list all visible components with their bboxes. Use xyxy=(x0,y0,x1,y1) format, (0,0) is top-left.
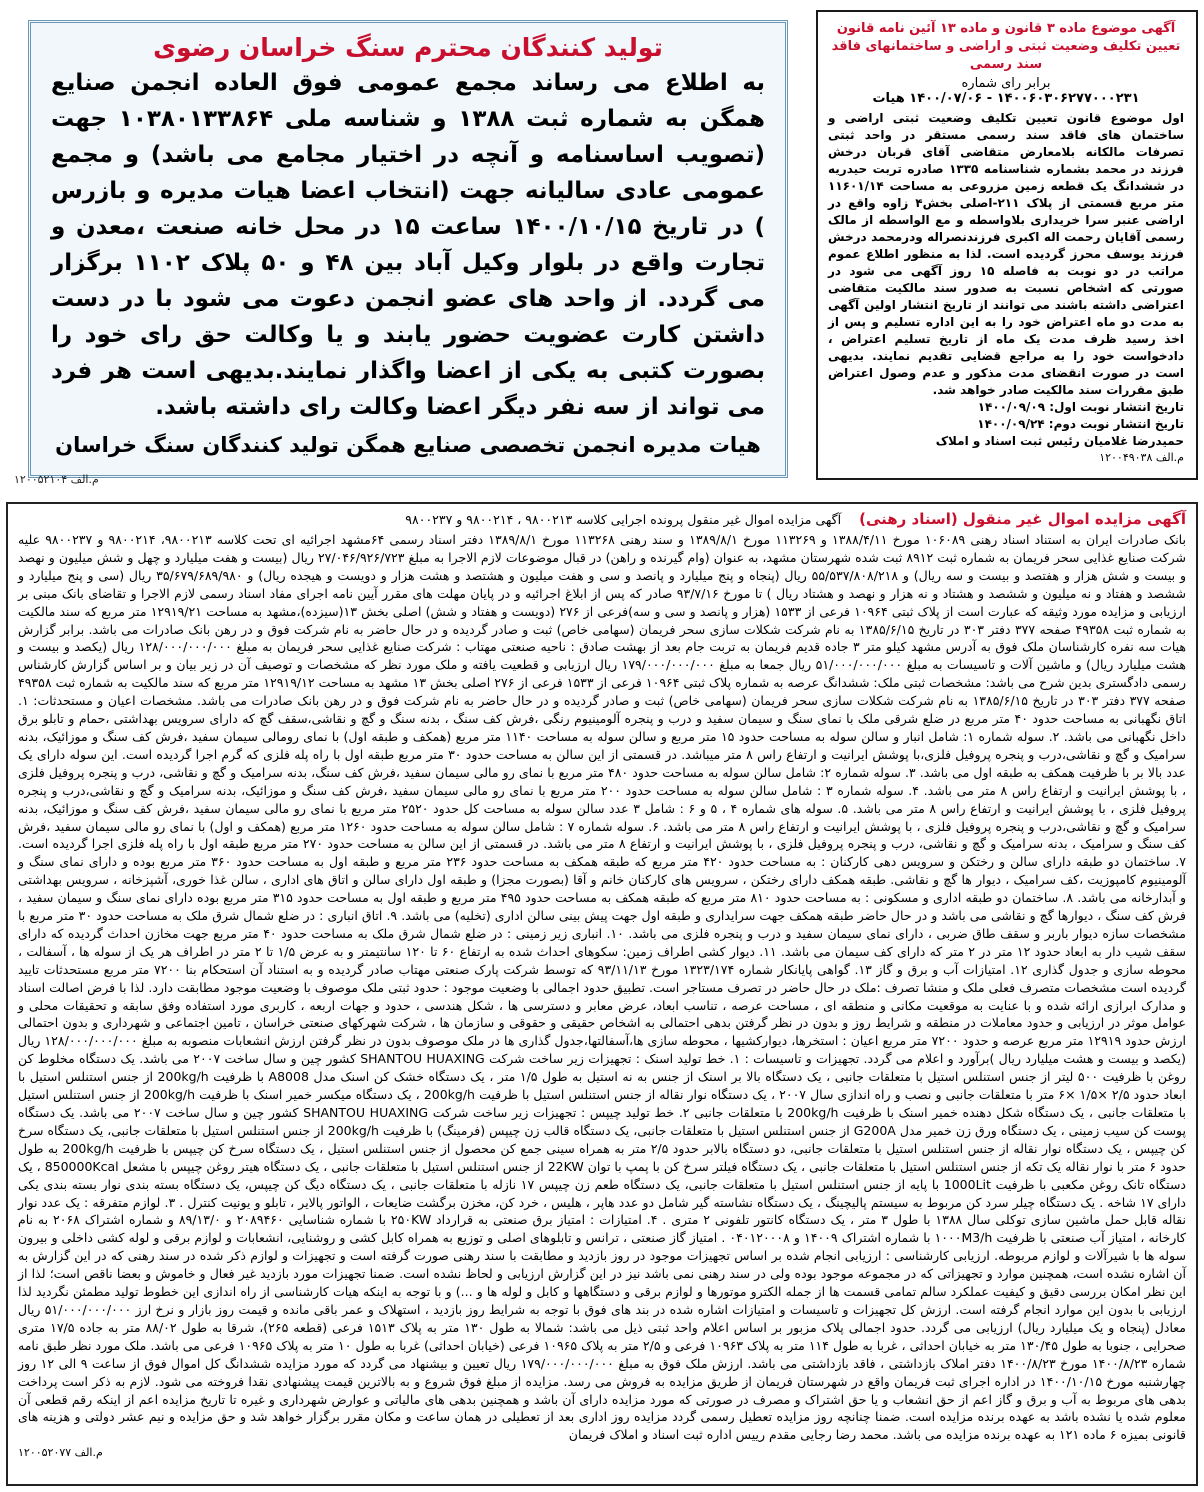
announcement-signature: هیات مدیره انجمن تخصصی صنایع همگن تولید کنندگان سنگ خراسان xyxy=(55,433,761,457)
land-title-notice-subtitle: برابر رای شماره xyxy=(961,76,1051,91)
land-title-notice-code: م.الف ۱۲۰۰۴۹۰۳۸ xyxy=(1099,451,1184,464)
auction-notice-body: بانک صادرات ایران به استناد اسناد رهنی ۱۰۶۰۸۹ مورخ ۱۳۸۸/۴/۱۱ و ۱۱۳۲۶۹ مورخ ۱۳۸۹/۸/۱ و سند رهنی ۱۱۳۲۶۸ مورخ ۱۳۸۹/۸/۱ دفتر اسناد رسمی ۶۴مشهد اجرائیه ای تحت کلاسه ۹۸۰۰۲۱۳، ۹۸۰۰۲۱۴ و ۹۸۰۰۲۳۷ علیه شرکت صنایع غذایی سحر فریمان به شماره ثبت ۸۹۱۲ ثبت شده شهرستان مشهد، به عنوان (وام گیرنده و راهن) در قبال موضوعات لازم الاجرا به مبلغ ۲۷/۰۴۶/۹۲۶/۷۲۳ ریال (بیست و هفت میلیارد و چهل و شش میلیون و نهصد و بیست و شش هزار و هفتصد و بیست و سه ریال) و ۵۵/۵۳۷/۸۰۸/۲۱۸ ریال (پنجاه و پنج میلیارد و پانصد و سی و هفت میلیون و هشتصد و هشت هزار و دویست و هیجده ریال) و ۳۵/۶۷۹/۶۸۹/۹۸۰ ریال (سی و پنج میلیارد و ششصد و هفتاد و نه میلیون و ششصد و هشتاد و نه هزار و نهصد و هشتاد ریال ) تا مورخ ۹۳/۷/۱۶ صادر که پس از ابلاغ اجرائیه و در پایان مهلت های مقرر آیین نامه اجرای مفاد اسناد رسمی لازم الاجرا و تقاضای بانک مبنی بر ارزیابی و مزایده مورد وثیقه که عبارت است از پلاک ثبتی ۱۰۹۶۴ فرعی از ۱۵۳۳ (هزار و پانصد و سی و سه)فرعی از ۲۷۶ (دویست و هفتاد و شش) اصلی بخش ۱۳(سیزده)،مشهد به مساحت ۱۲۹۱۹/۲۱ متر مربع که سند مالکیت به شماره ثبت ۴۹۳۵۸ صفحه ۳۷۷ دفتر ۳۰۳ در تاریخ ۱۳۸۵/۶/۱۵ به نام شرکت شکلات سازی سحر فریمان (سهامی خاص) ثبت و صادر گردیده و در حال حاضر به نام شرکت فوق و در رهن بانک صادرات می باشد. برابر گزارش هیات سه نفره کارشناسان ملک فوق به آدرس مشهد کیلو متر ۳ جاده قدیم فریمان به تربت جام بعد از بهشت صادق : ناحیه صنعتی مهتاب : شرکت صنایع غذایی سحر فریمان به مبلغ ۱۲۸/۰۰۰/۰۰۰/۰۰۰ ریال (یکصد و بیست و هشت میلیارد ریال) و ماشین آلات و تاسیسات به مبلغ ۵۱/۰۰۰/۰۰۰/۰۰۰ ریال جمعا به مبلغ ۱۷۹/۰۰۰/۰۰۰/۰۰۰ ریال ارزیابی و قطعیت یافته و ملک مورد نظر که مشخصات و توصیف آن در زیر بیان و بر اساس گزارش کارشناس رسمی دادگستری بدین شرح می باشد: مشخصات ثبتی ملک: ششدانگ عرصه به شماره پلاک ثبتی ۱۰۹۶۴ فرعی از ۱۵۳۳ فرعی از ۲۷۶ اصلی بخش ۱۳ مشهد به مساحت ۱۲۹۱۹/۱۲ متر مربع که سند مالکیت به شماره ثبت ۴۹۳۵۸ صفحه ۳۷۷ دفتر ۳۰۳ در تاریخ ۱۳۸۵/۶/۱۵ به نام شرکت شکلات سازی سحر فریمان (سهامی خاص) ثبت و صادر گردیده و در حال حاضر به نام شرکت فوق و در رهن بانک صادرات می باشد. مشخصات اعیان و مستحدثات: ۱. اتاق نگهبانی به مساحت حدود ۴۰ متر مربع در ضلع شرقی ملک با نمای سنگ و سیمان سفید و درب و پنجره آلومینیوم رنگی ،فرش کف سنگ ، بدنه سنگ و گچ و نقاشی،سقف گچ که دارای سرویس بهداشتی ،حمام و تابلو برق داخل نگهبانی می باشد. ۲. سوله شماره ۱: شامل انبار و سالن سوله به مساحت حدود ۱۵ متر مربع و سالن سوله به مساحت ۱۱۴۰ متر مربع (همکف و طبقه اول) با نمای رومالی سیمان سفید ،فرش کف سنگ و موزائیک، بدنه سرامیک و گچ و نقاشی،درب و پنجره پروفیل فلزی،با پوشش ایرانیت و ارتفاع راس ۸ متر میباشد. در قسمتی از این سالن به مساحت حدود ۳۰ متر مربع طبقه اول با راه پله فلزی که گرم اجرا گردیده است. این سوله دارای یک عدد بالا بر با ظرفیت همکف به طبقه اول می باشد. ۳. سوله شماره ۲: شامل سالن سوله به مساحت حدود ۴۸۰ متر مربع با نمای رو مالی سیمان سفید ،فرش کف سنگ، بدنه سرامیک و گچ و نقاشی، درب و پنجره پروفیل فلزی ، با پوشش ایرانیت و ارتفاع راس ۸ متر می باشد. ۴. سوله شماره ۳ : شامل سالن سوله به مساحت حدود ۲۰۰ متر مربع با نمای رو مالی سیمان سفید ،فرش کف سنگ و موزائیک، بدنه سرامیک و گچ و نقاشی،درب و پنجره پروفیل فلزی ، با پوشش ایرانیت و ارتفاع راس ۸ متر می باشد. ۵. سوله های شماره ۴ ، ۵ و ۶ : شامل ۳ عدد سالن سوله به مساحت کل حدود ۲۵۲۰ متر مربع با نمای رو مالی سیمان سفید ،فرش کف سنگ و موزائیک، بدنه سرامیک و گچ و نقاشی،درب و پنجره پروفیل فلزی ، با پوشش ایرانیت و ارتفاع راس ۸ متر می باشد. ۶. سوله شماره ۷ : شامل سالن سوله به مساحت حدود ۱۲۶۰ متر مربع (همکف و اول) با نمای رو مالی سیمان سفید ،فرش کف سنگ و سرامیک ، بدنه سرامیک و گچ و نقاشی، درب و پنجره پروفیل فلزی ، با پوشش ایرانیت و ارتفاع ۸ متر می باشد. در قسمتی از این سالن به مساحت حدود ۲۷۰ متر مربع طبقه اول با راه پله فلزی اجرا گردیده است. ۷. ساختمان دو طبقه دارای سالن و رختکن و سرویس دهی کارکنان : به مساحت حدود ۴۲۰ متر مربع که طبقه همکف به مساحت حدود ۲۳۶ متر مربع و طبقه اول به مساحت حدود ۳۶۰ متر مربع بوده و دارای نمای سنگ و آلومینیوم کامپوزیت ،کف سرامیک ، دیوار ها گچ و نقاشی. طبقه همکف دارای رختکن ، سرویس های کارکنان خانم و آقا (بصورت مجزا) و طبقه اول دارای سالن و اتاق های اداری ، سالن غذا خوری، آشپزخانه ، سرویس بهداشتی و آبدارخانه می باشد. ۸. ساختمان دو طبقه اداری و مسکونی : به مساحت حدود ۸۱۰ متر مربع که طبقه همکف به مساحت حدود ۴۹۵ متر مربع و طبقه اول به مساحت حدود ۳۱۵ متر مربع بوده دارای نمای سنگ و سیمان سفید ، فرش کف سنگ ، دیوارها گچ و نقاشی می باشد و در حال حاضر طبقه همکف جهت سرایداری و طبقه اول جهت پیش بینی سالن اداری (تخلیه) می باشد. ۹. اتاق انباری : در ضلع شمال شرق ملک به مساحت حدود ۳۰ متر مربع با مشخصات سازه دیوار باربر و سقف طاق ضربی ، دارای نمای سیمان سفید و درب و پنجره فلزی می باشد. ۱۰. انباری زیر زمینی : در ضلع شمال شرق ملک به مساحت حدود ۴۰ متر مربع جهت مخازن احداث گردیده که دارای سقف شیب دار به ابعاد حدود ۱۲ متر در ۲ متر که دارای کف سیمان می باشد. ۱۱. دیوار کشی اطراف زمین: سکوهای احداث شده به ارتفاع ۶۰ تا ۱۲۰ سانتیمتر و به عرض ۱/۵ تا ۲ متر در اطراف هر یک از سوله ها ، آسفالت ، محوطه سازی و جدول گذاری ۱۲. امتیازات آب و برق و گاز ۱۳. گواهی پایانکار شماره ۱۳۲۳/۱۷۴ مورخ ۹۳/۱۱/۱۳ که توسط شرکت پارک صنعتی مهتاب صادر گردیده و به استناد آن استحکام بنا ۷۲۰۰ متر مربع مستحدثات تایید گردیده است مشخصات متصرف فعلی ملک و منشا تصرف :ملک در حال حاضر در تصرف مستاجر است. تطبیق حدود اجمالی با وضعیت موجود : حدود ثبتی ملک موصوف با وضعیت موجود مطابقت دارد. لذا با فرض اصالت اسناد و مدارک ابرازی ارائه شده و با عنایت به موقعیت مکانی و منطقه ای ، مساحت عرصه ، تناسب ابعاد، عرض معابر و دسترسی ها ، شکل هندسی ، حدود و جهات اربعه ، کاربری مورد استفاده وفق سابقه و تحقیقات محلی و عوامل موثر در ارزیابی و حدود معاملات در منطقه و شرایط روز و بدون در نظر گرفتن بدهی احتمالی به اشخاص حقیقی و حقوقی و سازمان ها ، شرکت شهرکهای صنعتی خراسان ، تامین اجتماعی و شهرداری و بدون احتمالی ارزش حدود ۱۲۹۱۹ متر مربع عرصه و حدود ۷۲۰۰ متر مربع اعیان : استخرها، دیوارکشیها ، محوطه سازی ها،آسفالتها،جدول گذاری ها در ملک موصوف بدون در نظر گرفتن ارزش انشعابات منصوبه به مبلغ ۱۲۸/۰۰۰/۰۰۰/۰۰۰ ریال (یکصد و بیست و هشت میلیارد ریال )برآورد و اعلام می گردد. تجهیزات و تاسیسات : ۱. خط تولید اسنک : تجهیزات زیر ساخت شرکت SHANTOU HUAXING کشور چین و سال ساخت ۲۰۰۷ می باشد. یک دستگاه مخلوط کن روغن با ظرفیت ۵۰۰ لیتر از جنس استنلس استیل با متعلقات جانبی ، یک دستگاه بالا بر اسنک از جنس به نه استیل به طول ۱/۵ متر ، یک دستگاه خشک کن اسنک مدل A8008 با ظرفیت 200kg/h از جنس استنلس استیل با ابعاد حدود ۲/۵ ×۱/۵ ×۶ متر با متعلقات جانبی و نصب و راه اندازی سال ۲۰۰۷ ، یک دستگاه نوار نقاله از جنس استنلس استیل با ظرفیت 200kg/h ، یک دستگاه میکسر خمیر اسنک با ظرفیت 200kg/h از جنس استنلس استیل با متعلقات جانبی ، یک دستگاه شکل دهنده خمیر اسنک با ظرفیت 200kg/h با متعلقات جانبی ۲. خط تولید چیپس : تجهیزات زیر ساخت شرکت SHANTOU HUAXING کشور چین و سال ساخت ۲۰۰۷ می باشد. یک دستگاه پوست کن سیب زمینی ، یک دستگاه ورق زن خمیر مدل G200A از جنس استنلس استیل با متعلقات جانبی، یک دستگاه قالب زن چیپس (فرمینگ) با ظرفیت 200kg/h از جنس استنلس استیل با متعلقات جانبی، یک دستگاه سرخ کن چیپس ، یک دستگاه نوار نقاله از جنس استنلس استیل با متعلقات جانبی، دو دستگاه بالابر حدود ۲/۵ متر به همراه سینی جمع کن محصول از جنس استنلس استیل ، یک دستگاه سرخ کن چیپس با ظرفیت 200kg/h به طول حدود ۶ متر با نوار نقاله یک تکه از جنس استنلس استیل با متعلقات جانبی ، یک دستگاه فیلتر سرخ کن با پمپ با توان 22KW از جنس استنلس استیل با متعلقات جانبی ، یک دستگاه هیتر روغن چیپس با مشعل 850000Kcal ، یک دستگاه تانک روغن مکعبی با ظرفیت 1000Lit با پایه از جنس استنلس استیل با متعلقات جانبی، یک دستگاه طعم زن چیپس ۱۷ نازله با متعلقات جانبی ، یک دستگاه دیگ کن چیپس، یک دستگاه بسته بندی نوار بسته بندی یکی دارای ۱۷ شاخه . یک دستگاه چیلر سرد کن مربوط به سیستم پالیچینگ ، یک دستگاه نشاسته گیر شامل دو عدد هاپر ، هلیس ، خرد کن، مخزن برگشت ضایعات ، الواتور پالایر ، تابلو و یونیت کنترل . ۳. لوازم متفرقه : یک عدد نوار نقاله قابل حمل ماشین سازی توکلی سال ۱۳۸۸ با طول ۳ متر ، یک دستگاه کانتور تلفونی ۲ متری . ۴. امتیازات : امتیاز برق صنعتی به قرارداد ۲۵۰KW با شماره شناسایی ۲۰۸۹۴۶۰ و ۸۹/۱۳/۰ و شماره اشتراک ۲۰۶۸ به نام کارخانه ، امتیاز آب صنعتی با ظرفیت ۱۰۰۰M3/h با شماره اشتراک ۱۴۰۰۹ و ۰۴۰۱۲۰۰۰۸ . امتیاز گاز صنعتی ، ترانس و تابلوهای اصلی و توزیع به همراه کابل کشی و روشنایی، انشعابات و لوازم برقی و لوله کشی داخلی و بیرون سوله ها با شیرآلات و لوازم مربوطه. ارزیابی کارشناسی : ارزیابی انجام شده بر اساس تجهیزات موجود در روز بازدید و مطابقت با سند رهنی صورت گرفته است و تجهیزات و لوازم ذکر شده در سند رهنی که در این گزارش به آن اشاره نشده است، همچنین موارد و تجهیزاتی که در مجموعه موجود بوده ولی در سند رهنی نمی باشد نیز در این گزارش ارزیابی و لحاظ نشده است. ضمنا تجهیزات مورد بازدید غیر فعال و خاموش و بعضا ناقص است؛ لذا از این نظر امکان بررسی دقیق و کیفیت عملکرد سالم تمامی قسمت ها از جمله الکترو موتورها و لوازم برقی و دستگاهها و کابل و لوله ها و ...) و با توجه به اینکه هیات کارشناسی از راه اندازی این خطوط تولید مطمئن نگردید لذا ارزیابی با بدون این موارد انجام گرفته است. ارزش کل تجهیزات و تاسیسات و امتیازات اشاره شده در بند های فوق با توجه به شرایط روز بازدید ، استهلاک و عمر باقی مانده و قیمت روز بازار و نرخ ارز ۵۱/۰۰۰/۰۰۰/۰۰۰ ریال معادل (پنجاه و یک میلیارد ریال) ارزیابی می گردد. حدود اجمالی پلاک مزبور بر اساس اعلام واحد ثبتی ذیل می باشد: شمالا به طول ۱۳۰ متر به پلاک ۱۵۱۳ فرعی (قطعه ۲۶۵)، شرقا به طول ۸۸/۰۲ متر به جاده ۱۷/۵ متری صحرایی ، جنوبا به طول ۱۳۰/۴۵ متر به خیابان احداثی ، غربا به طول ۱۱۴ متر به پلاک ۱۰۹۶۳ فرعی و ۲/۵ متر به پلاک ۱۰۹۶۵ فرعی (خیابان احداثی) غربا به طول ۱۰ متر به پلاک ۱۰۹۶۵ فرعی می باشد. ملک مورد نظر طبق نامه شماره ۱۴۰۰/۸/۲۳ مورخ ۱۴۰۰/۸/۲۳ دفتر املاک بازداشتی ، فاقد بازداشتی می باشد. ارزش ملک فوق به مبلغ ۱۷۹/۰۰۰/۰۰۰/۰۰۰ ریال تعیین و بیشنهاد می گردد که مورد مزایده ششدانگ کل اموال فوق از ساعت ۹ الی ۱۲ روز چهارشنبه مورخ ۱۴۰۰/۱۰/۱۵ در اداره اجرای ثبت فریمان واقع در شهرستان فریمان از طریق مزایده به فروش می رسد. مزایده از مبلغ فوق شروع و به بالاترین قیمت پیشنهادی نقدا فروخته می شود. لازم به ذکر است پرداخت بدهی های مربوط به آب و برق و گاز اعم از حق انشعاب و یا حق اشتراک و مصرف در صورتی که مورد مزایده دارای آن باشد و همچنین بدهی های مالیاتی و عوارض شهرداری و غیره تا تاریخ مزایده اعم از اینکه رقم قطعی آن معلوم شده یا نشده باشد به عهده برنده مزایده است. ضمنا چنانچه روز مزایده تعطیل رسمی گردد مزایده روز اداری بعد از تعطیلی در همان ساعت و مکان مقرر برگزار خواهد شد و حق مزایده و نیم عشر دولتی و هزینه های قانونی بمیزه ۶ ماده ۱۲۱ به عهده برنده مزایده می باشد. محمد رضا رجایی مقدم رییس اداره ثبت اسناد و املاک فریمان xyxy=(18,532,1187,1443)
auction-notice-header xyxy=(18,510,1186,528)
auction-notice-title: آگهی مزایده اموال غیر منقول (اسناد رهنی) xyxy=(859,510,1186,528)
auction-notice xyxy=(6,502,1198,1486)
announcement-body: به اطلاع می رساند مجمع عمومی فوق العاده انجمن صنایع همگن به شماره ثبت ۱۳۸۸ و شناسه ملی ۱۰۳۸۰۱۳۳۸۶۴ جهت (تصویب اساسنامه و آنچه در اختیار مجامع می باشد) و مجمع عمومی عادی سالیانه جهت (انتخاب اعضا هیات مدیره و بازرس ) در تاریخ ۱۴۰۰/۱۰/۱۵ ساعت ۱۵ در محل خانه صنعت ،معدن و تجارت واقع در بلوار وکیل آباد بین ۴۸ و ۵۰ پلاک ۱۱۰۲ برگزار می گردد. از واحد های عضو انجمن دعوت می شود با در دست داشتن کارت عضویت حضور یابند و یا وکالت حق رای خود را بصورت کتبی به یکی از اعضا واگذار نمایند.بدیهی است هر فرد می تواند از سه نفر دیگر اعضا وکالت رای داشته باشد. xyxy=(51,70,766,420)
publish-date-first: تاریخ انتشار نوبت اول: ۱۴۰۰/۰۹/۰۹ xyxy=(977,400,1184,414)
publish-date-second: تاریخ انتشار نوبت دوم: ۱۴۰۰/۰۹/۲۴ xyxy=(977,417,1184,431)
land-title-notice xyxy=(816,10,1198,480)
land-title-notice-signature: حمیدرضا غلامیان رئیس ثبت اسناد و املاک xyxy=(935,434,1184,448)
land-title-notice-reference: ۱۴۰۰۶۰۳۰۶۲۷۷۰۰۰۲۳۱ - ۱۴۰۰/۰۷/۰۶ هیات xyxy=(872,91,1140,106)
stone-producers-announcement xyxy=(28,20,788,478)
auction-notice-code: م.الف ۱۲۰۰۵۲۰۷۷ xyxy=(18,1446,103,1460)
announcement-title: تولید کنندگان محترم سنگ خراسان رضوی xyxy=(153,33,663,62)
land-title-notice-body: اول موضوع قانون تعیین تکلیف وضعیت ثبتی اراضی و ساختمان های فاقد سند رسمی مستقر در واحد ثبتی تصرفات مالکانه بلامعارض متقاضی آقای قربان درخش فرزند در محمد بشماره شناسنامه ۱۳۳۵ صادره تربت حیدریه در ششدانگ یک قطعه زمین مزروعی به مساحت ۱۱۶۰۱/۱۴ متر مربع قسمتی از پلاک ۲۱۱-اصلی بخش۴ زاوه واقع در اراضی عنبر سرا خریداری بلاواسطه و مع الواسطه از مالک رسمی آقایان رحمت اله اکبری فرزندنصراله ودرمحمد درخش فرزند یوسف محرز گردیده است. لذا به منظور اطلاع عموم مراتب در دو نوبت به فاصله ۱۵ روز آگهی می شود در صورتی که اشخاص نسبت به صدور سند مالکیت متقاضی اعتراضی داشته باشند می توانند از تاریخ انتشار اولین آگهی به مدت دو ماه اعتراض خود را به این اداره تسلیم و پس از اخذ رسید ظرف مدت یک ماه از تاریخ تسلیم اعتراض ، دادخواست خود را به مراجع قضایی تقدیم نمایند. بدیهی است در صورت انقضای مدت مذکور و عدم وصول اعتراض طبق مقررات سند مالکیت صادر خواهد شد. xyxy=(828,111,1185,397)
auction-notice-case-numbers: آگهی مزایده اموال غیر منقول پرونده اجرایی کلاسه ۹۸۰۰۲۱۳ ، ۹۸۰۰۲۱۴ و ۹۸۰۰۲۳۷ xyxy=(405,512,842,527)
announcement-code: م.الف ۱۲۰۰۵۲۱۰۴ xyxy=(14,473,99,486)
land-title-notice-heading: آگهی موضوع ماده ۳ قانون و ماده ۱۳ آئین نامه قانون تعیین تکلیف وضعیت ثبتی و اراضی و ساختمانهای فاقد سند رسمی xyxy=(831,21,1181,72)
